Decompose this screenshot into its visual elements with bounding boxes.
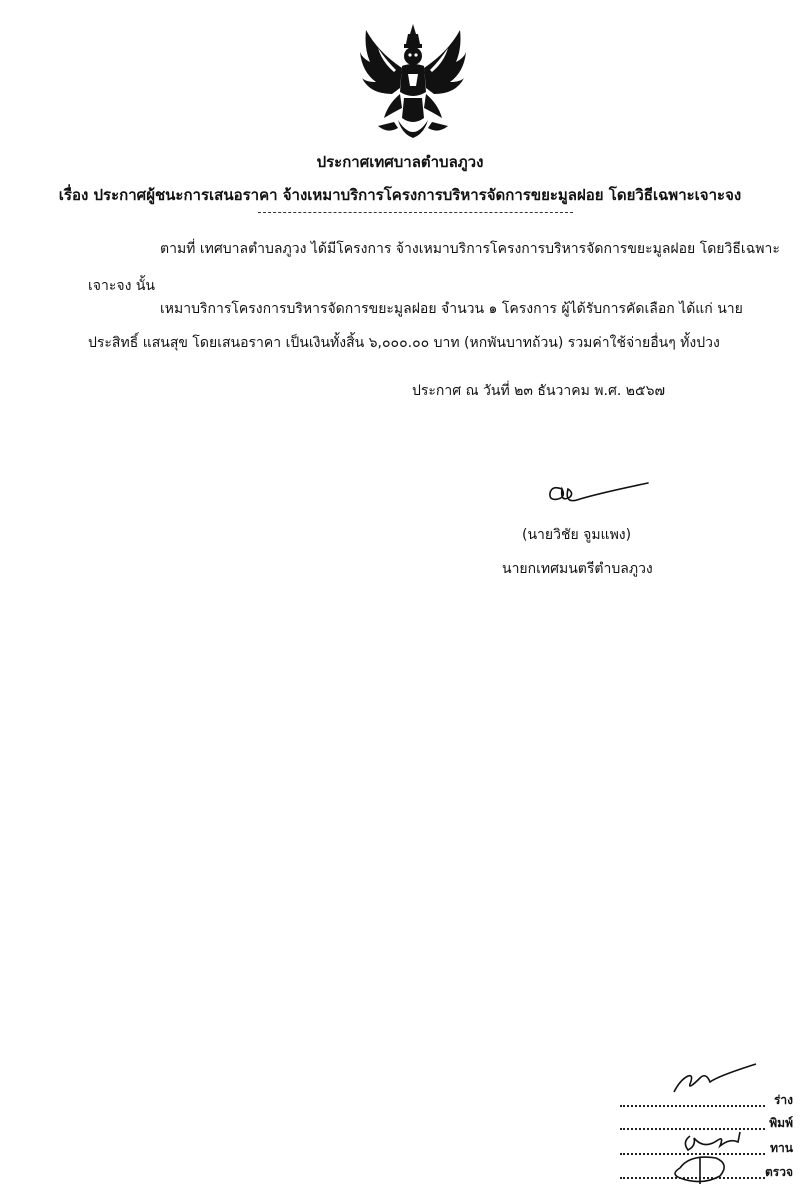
handwritten-signature: [540, 475, 660, 515]
divider: [258, 212, 573, 213]
announcement-title: ประกาศเทศบาลตำบลภูวง: [316, 153, 484, 171]
paragraph-1-line-2: เจาะจง นั้น: [88, 278, 155, 294]
initial-row-check: [620, 1164, 795, 1182]
paragraph-2-line-1: เหมาบริการโครงการบริหารจัดการขยะมูลฝอย จำนวน ๑ โครงการ ผู้ได้รับการคัดเลือก ได้แก่ นาย: [160, 301, 743, 317]
garuda-emblem: [358, 22, 468, 144]
initial-label-typed: พิมพ์: [769, 1116, 793, 1130]
paragraph-1-line-1: ตามที่ เทศบาลตำบลภูวง ได้มีโครงการ จ้างเหมาบริการโครงการบริหารจัดการขยะมูลฝอย โดยวิธีเฉพาะ: [160, 241, 780, 257]
initial-row-review: [620, 1140, 795, 1158]
signatory-position: นายกเทศมนตรีตำบลภูวง: [502, 561, 653, 577]
paragraph-2-line-2: ประสิทธิ์ แสนสุข โดยเสนอราคา เป็นเงินทั้งสิ้น ๖,๐๐๐.๐๐ บาท (หกพันบาทถ้วน) รวมค่าใช้จ่ายอื่นๆ ทั้งปวง: [88, 335, 720, 351]
initials-block: [620, 1060, 795, 1188]
announcement-subject: เรื่อง ประกาศผู้ชนะการเสนอราคา จ้างเหมาบริการโครงการบริหารจัดการขยะมูลฝอย โดยวิธีเฉพาะเจาะจง: [58, 186, 742, 204]
initial-label-draft: ร่าง: [773, 1093, 793, 1107]
initial-label-check: ตรวจ: [764, 1165, 793, 1179]
signatory-name: (นายวิชัย จูมแพง): [522, 527, 632, 543]
initial-row-draft: [620, 1092, 795, 1110]
initial-signature: [670, 1060, 760, 1096]
announcement-date: ประกาศ ณ วันที่ ๒๓ ธันวาคม พ.ศ. ๒๕๖๗: [412, 383, 665, 399]
initial-label-review: ทาน: [770, 1141, 793, 1155]
